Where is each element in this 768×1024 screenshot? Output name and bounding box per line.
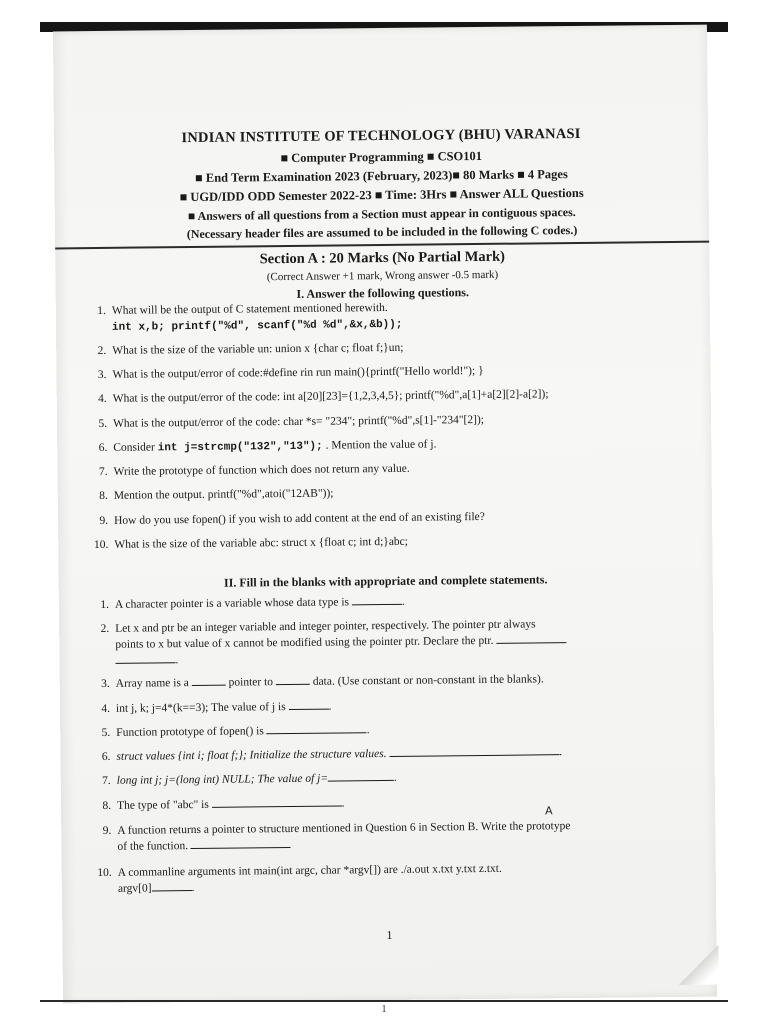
question-3 bbox=[88, 361, 678, 383]
answer-blank bbox=[389, 744, 559, 757]
question-4 bbox=[89, 385, 679, 407]
answer-blank bbox=[288, 699, 328, 710]
question-text: Write the prototype of function which does not return any value. bbox=[113, 462, 410, 478]
question-text: A function returns a pointer to structure mentioned in Question 6 in Section B. Write the prototype bbox=[117, 820, 571, 837]
question-text: A commanline arguments int main(int argc, char *argv[]) are ./a.out x.txt y.txt z.txt. bbox=[117, 862, 502, 879]
scan-bottom-edge bbox=[40, 1000, 728, 1002]
question-text: Mention the output. printf("%d",atoi("12AB")); bbox=[113, 487, 334, 502]
question-number: 6. bbox=[98, 441, 108, 454]
exam-paper bbox=[53, 25, 717, 1004]
answer-blank bbox=[151, 880, 191, 891]
question-number: 3. bbox=[97, 368, 107, 381]
fill-question-10: 10. A commanline arguments int main(int argc, char *argv[]) are ./a.out x.txt y.txt z.txt. argv[0] . bbox=[94, 859, 684, 897]
question-text: A character pointer is a variable whose data type is bbox=[114, 596, 350, 611]
question-number: 7. bbox=[102, 774, 111, 787]
question-text: What is the output/error of the code: int a[20][23]={1,2,3,4,5}; printf("%d",a[1]+a[2][2]-a[2]); bbox=[112, 388, 549, 405]
course-line: ■ Computer Programming ■ CSO101 bbox=[280, 148, 483, 166]
question-text: pointer to bbox=[228, 676, 274, 689]
answer-blank bbox=[352, 594, 402, 606]
question-text: Function prototype of fopen() is bbox=[116, 725, 264, 739]
question-1 bbox=[88, 297, 678, 336]
question-9 bbox=[90, 507, 680, 529]
question-number: 9. bbox=[102, 824, 112, 837]
fill-question-4: 4. int j, k; j=4*(k==3); The value of j is . bbox=[92, 695, 682, 717]
question-text: Consider bbox=[113, 441, 155, 454]
answer-blank bbox=[115, 652, 175, 664]
institute-title: INDIAN INSTITUTE OF TECHNOLOGY (BHU) VARANASI bbox=[181, 125, 581, 147]
question-text: long int j; j=(long int) NULL; The value of j= bbox=[116, 772, 329, 787]
question-6 bbox=[89, 434, 679, 457]
fill-question-2: 2. Let x and ptr be an integer variable and integer pointer, respectively. The pointer ptr always points to x but value of x cannot be modified using the pointer ptr. Declare the ptr. . bbox=[91, 615, 681, 669]
question-number: 9. bbox=[99, 514, 109, 527]
question-text: int j, k; j=4*(k==3); The value of j is bbox=[115, 701, 286, 715]
question-text: What will be the output of C statement mentioned herewith. bbox=[111, 301, 388, 317]
question-text: Array name is a bbox=[115, 677, 189, 690]
part-one-heading: I. Answer the following questions. bbox=[296, 285, 469, 301]
question-text: struct values {int i; float f;}; Initialize the structure values. bbox=[116, 747, 387, 763]
question-number: 2. bbox=[97, 344, 107, 357]
answer-blank bbox=[328, 770, 394, 782]
answer-blank bbox=[276, 674, 310, 685]
footer-page-number: 1 bbox=[381, 1004, 387, 1015]
fill-question-7: 7. long int j; j=(long int) NULL; The value of j= . bbox=[93, 767, 683, 789]
question-number: 5. bbox=[101, 726, 111, 739]
question-text: What is the output/error of the code: char *s= "234"; printf("%d",s[1]-"234"[2]); bbox=[112, 413, 485, 430]
question-7 bbox=[89, 458, 679, 480]
question-text: What is the output/error of code:#define rin run main(){printf("Hello world!"); } bbox=[112, 364, 484, 381]
fill-question-9 bbox=[93, 817, 683, 855]
question-text: data. (Use constant or non-constant in the blanks). bbox=[312, 673, 544, 688]
answer-blank bbox=[191, 837, 291, 849]
answer-blank bbox=[212, 795, 342, 807]
question-code: int j=strcmp("132","13"); bbox=[157, 440, 323, 455]
instruction-line: ■ Answers of all questions from a Section must appear in contiguous spaces. bbox=[187, 204, 576, 224]
question-text: of the function. bbox=[117, 840, 189, 853]
semester-line: ■ UGD/IDD ODD Semester 2022-23 ■ Time: 3Hrs ■ Answer ALL Questions bbox=[179, 185, 584, 205]
question-number: 7. bbox=[98, 465, 108, 478]
question-text: What is the size of the variable abc: struct x {float c; int d;}abc; bbox=[114, 535, 409, 551]
question-2 bbox=[88, 337, 678, 359]
question-number: 8. bbox=[102, 799, 112, 812]
question-code: int x,b; printf("%d", scanf("%d %d",&x,&b)); bbox=[111, 318, 403, 334]
answer-blank bbox=[267, 722, 367, 734]
answer-blank bbox=[192, 675, 226, 686]
question-text: How do you use fopen() if you wish to add content at the end of an existing file? bbox=[113, 510, 485, 527]
question-number: 10. bbox=[97, 866, 112, 880]
question-number: 1. bbox=[97, 304, 106, 318]
question-number: 1. bbox=[100, 598, 109, 611]
fill-question-1: 1. A character pointer is a variable whose data type is . bbox=[91, 591, 681, 613]
question-text: points to x but value of x cannot be modified using the pointer ptr. Declare the ptr. bbox=[115, 634, 494, 651]
fill-question-8: 8. The type of "abc" is . bbox=[93, 792, 683, 814]
question-text: What is the size of the variable un: union x {char c; float f;}un; bbox=[112, 341, 404, 357]
page-curl bbox=[679, 945, 719, 985]
question-number: 5. bbox=[98, 417, 108, 430]
question-5 bbox=[89, 410, 679, 432]
question-8 bbox=[90, 482, 680, 504]
question-text: . Mention the value of j. bbox=[325, 438, 437, 452]
fill-question-3 bbox=[92, 670, 682, 692]
section-title: Section A : 20 Marks (No Partial Mark) bbox=[259, 248, 506, 268]
answer-blank bbox=[496, 632, 566, 644]
header-note: (Necessary header files are assumed to be included in the following C codes.) bbox=[186, 222, 578, 242]
question-10 bbox=[90, 531, 680, 553]
question-number: 4. bbox=[101, 702, 111, 715]
section-marking: (Correct Answer +1 mark, Wrong answer -0.5 mark) bbox=[266, 268, 499, 284]
fill-question-6: 6. struct values {int i; float f;}; Initialize the structure values. . bbox=[92, 743, 682, 765]
fill-question-5: 5. Function prototype of fopen() is . bbox=[92, 719, 682, 741]
exam-line: ■ End Term Examination 2023 (February, 2023)■ 80 Marks ■ 4 Pages bbox=[195, 167, 568, 185]
question-number: 10. bbox=[93, 538, 109, 552]
question-text: The type of "abc" is bbox=[116, 798, 209, 812]
page-number: 1 bbox=[386, 927, 393, 943]
question-number: 6. bbox=[101, 750, 111, 763]
part-two-heading: II. Fill in the blanks with appropriate and complete statements. bbox=[223, 572, 548, 590]
question-text: argv[0] bbox=[117, 882, 152, 895]
handwritten-annotation: A bbox=[545, 804, 553, 818]
question-number: 8. bbox=[99, 489, 108, 502]
question-number: 3. bbox=[101, 677, 110, 690]
question-number: 2. bbox=[100, 622, 110, 635]
question-text: Let x and ptr be an integer variable and integer pointer, respectively. The pointer ptr always bbox=[115, 618, 536, 635]
question-number: 4. bbox=[98, 392, 107, 405]
